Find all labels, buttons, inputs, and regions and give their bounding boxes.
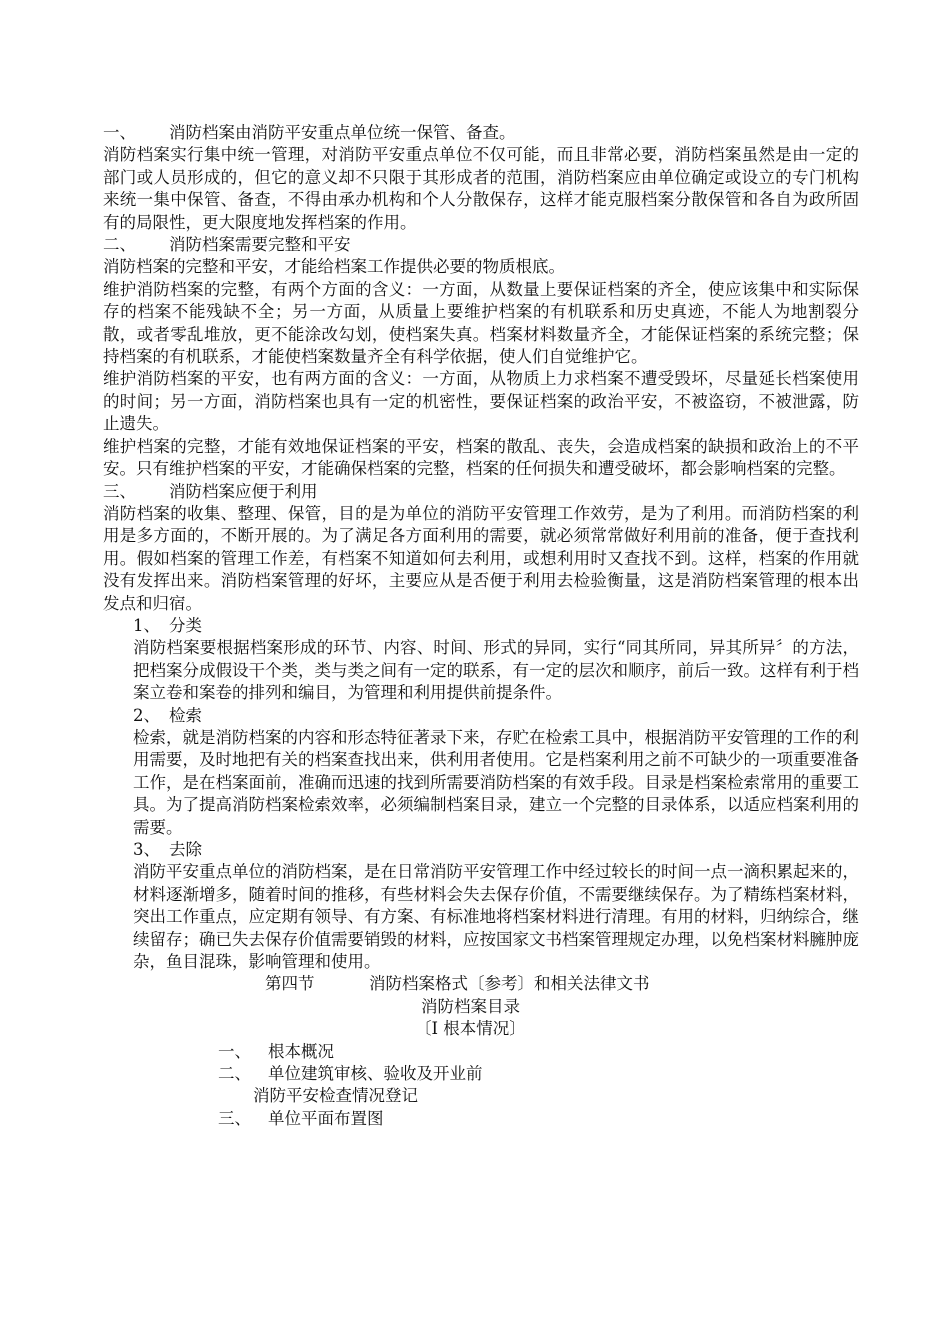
section-heading-2 [103,234,950,256]
toc-number: 一、 [218,1041,251,1061]
subsection-title: 去除 [169,840,202,859]
toc-title: 单位平面布置图 [268,1108,384,1128]
section-title: 消防档案需要完整和平安 [169,235,351,255]
subsection-paragraph: 消防档案要根据档案形成的环节、内容、时间、形式的异同，实行“同其所同，异其所异〞的方法，把档案分成假设干个类，类与类之间有一定的联系，有一定的层次和顺序，前后一致。这样有利于档案立卷和案卷的排列和编目，为管理和利用提供前提条件。 [133,638,859,703]
subsection-paragraph: 检索，就是消防档案的内容和形态特征著录下来，存贮在检索工具中，根据消防平安管理的工作的利用需要，及时地把有关的档案查找出来，供利用者使用。它是档案利用之前不可缺少的一项重要准备工作，是在档案面前，准确而迅速的找到所需要消防档案的有效手段。目录是档案检索常用的重要工具。为了提高消防档案检索效率，必须编制档案目录，建立一个完整的目录体系，以适应档案利用的需要。 [133,727,859,837]
section-number: 三、 [103,481,136,501]
subsection-heading-2 [133,705,950,727]
section-number: 一、 [103,123,136,142]
toc-item-2 [218,1063,950,1085]
section-title: 消防档案由消防平安重点单位统一保管、备查。 [169,123,516,142]
toc-number: 二、 [218,1064,251,1084]
paragraph: 消防档案的收集、整理、保管，目的是为单位的消防平安管理工作效劳，是为了利用。而消防档案的利用是多方面的，不断开展的。为了满足各方面利用的需要，就必须常常做好利用前的准备，便于查找利用。假如档案的管理工作差，有档案不知道如何去利用，或想利用时又查找不到。这样，档案的作用就没有发挥出来。消防档案管理的好坏，主要应从是否便于利用去检验衡量，这是消防档案管理的根本出发点和归宿。 [103,503,859,613]
paragraph: 消防档案的完整和平安，才能给档案工作提供必要的物质根底。 [103,257,565,277]
document-page [0,122,950,1130]
subsection-heading-3 [133,839,950,861]
section-heading-1 [103,122,950,144]
toc-item-1 [218,1041,950,1063]
subsection-number: 3、 [133,840,160,859]
section-heading-3 [103,481,950,503]
section-title: 消防档案应便于利用 [169,481,318,501]
section-number: 二、 [103,235,136,255]
subsection-heading-1 [133,615,950,637]
toc-item-2-continued: 消防平安检查情况登记 [253,1086,418,1106]
subsection-number: 2、 [133,705,160,725]
toc-title: 单位建筑审核、验收及开业前 [268,1064,483,1084]
paragraph: 维护消防档案的完整，有两个方面的含义：一方面，从数量上要保证档案的齐全，使应该集中和实际保存的档案不能残缺不全；另一方面，从质量上要维护档案的有机联系和历史真迹，不能人为地割裂分散，或者零乱堆放，更不能涂改勾划，使档案失真。档案材料数量齐全，才能保证档案的系统完整；保持档案的有机联系，才能使档案数量齐全有科学依据，使人们自觉维护它。 [103,279,859,367]
toc-item-3 [218,1108,950,1130]
section-four-title: 消防档案格式〔参考〕和相关法律文书 [369,974,650,994]
subsection-paragraph: 消防平安重点单位的消防档案，是在日常消防平安管理工作中经过较长的时间一点一滴积累起来的，材料逐渐增多，随着时间的推移，有些材料会失去保存价值，不需要继续保存。为了精练档案材料，突出工作重点，应定期有领导、有方案、有标准地将档案材料进行清理。有用的材料，归纳综合，继续留存；确已失去保存价值需要销毁的材料，应按国家文书档案管理规定办理，以免档案材料臃肿庞杂，鱼目混珠，影响管理和使用。 [133,862,859,972]
section-four-number: 第四节 [265,974,315,994]
paragraph: 维护档案的完整，才能有效地保证档案的平安，档案的散乱、丧失，会造成档案的缺损和政治上的不平安。只有维护档案的平安，才能确保档案的完整，档案的任何损失和遭受破坏，都会影响档案的完整。 [103,436,859,479]
catalog-subtitle: 〔I 根本情况〕 [415,1019,526,1039]
catalog-title: 消防档案目录 [421,996,520,1016]
subsection-number: 1、 [133,615,160,635]
subsection-title: 检索 [169,705,202,725]
subsection-title: 分类 [169,615,202,635]
paragraph: 维护消防档案的平安，也有两方面的含义：一方面，从物质上力求档案不遭受毁坏，尽量延长档案使用的时间；另一方面，消防档案也具有一定的机密性，要保证档案的政治平安，不被盗窃，不被泄露，防止遗失。 [103,369,859,434]
paragraph: 消防档案实行集中统一管理，对消防平安重点单位不仅可能，而且非常必要，消防档案虽然是由一定的部门或人员形成的，但它的意义却不只限于其形成者的范围，消防档案应由单位确定或设立的专门机构来统一集中保管、备查，不得由承办机构和个人分散保存，这样才能克服档案分散保管和各自为政所固有的局限性，更大限度地发挥档案的作用。 [103,145,859,232]
toc-title: 根本概况 [268,1041,334,1061]
toc-number: 三、 [218,1108,251,1128]
section-four-heading [265,973,950,995]
